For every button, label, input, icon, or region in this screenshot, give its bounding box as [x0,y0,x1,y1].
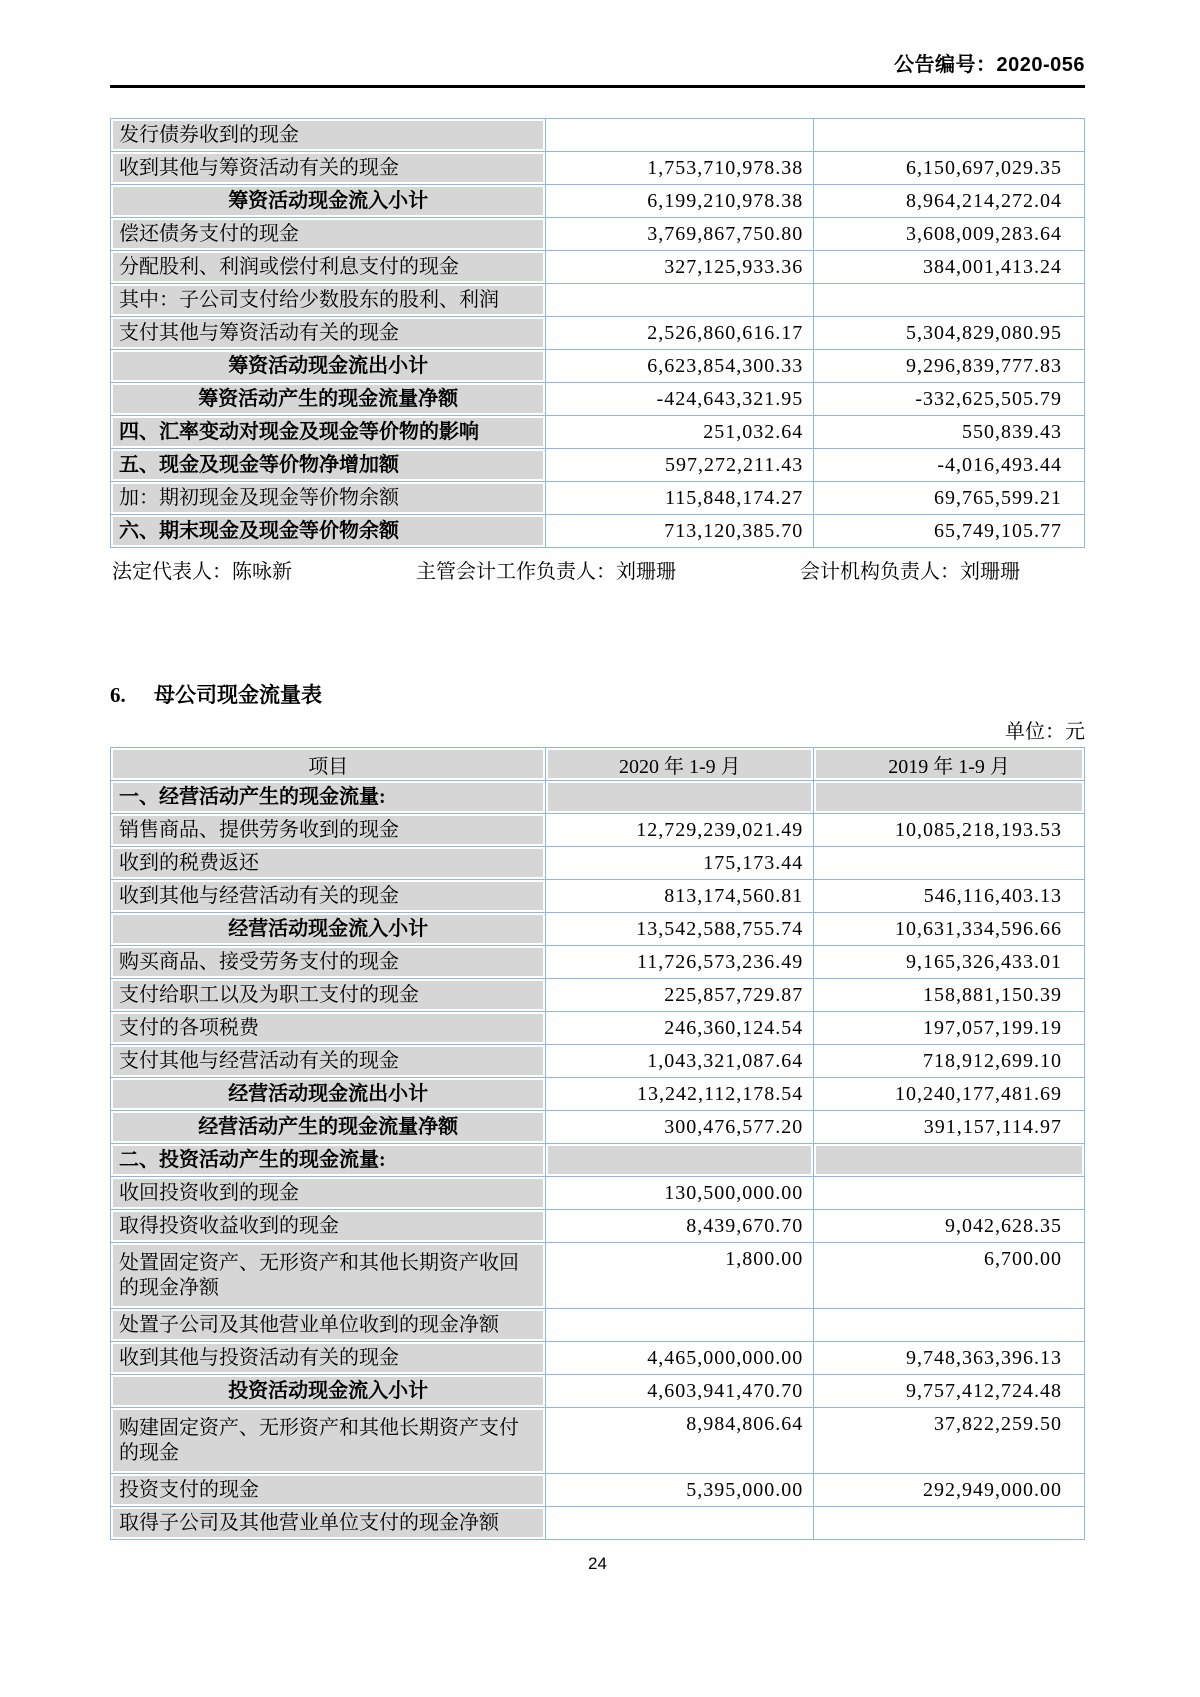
value-2019-cell: 8,964,214,272.04 [814,185,1085,218]
value-2019-cell: 69,765,599.21 [814,482,1085,515]
value-2020-cell: 713,120,385.70 [546,515,814,548]
value-2019-cell: -4,016,493.44 [814,449,1085,482]
table-header-row [111,748,1085,781]
value-2019-cell: 546,116,403.13 [814,880,1085,913]
value-2020-cell: 115,848,174.27 [546,482,814,515]
row-label-cell: 收到的税费返还 [111,847,546,880]
value-2019-cell: 9,296,839,777.83 [814,350,1085,383]
value-2019-cell: -332,625,505.79 [814,383,1085,416]
value-2020-cell [546,1309,814,1342]
value-2020-cell: 13,242,112,178.54 [546,1078,814,1111]
row-label-cell: 分配股利、利润或偿付利息支付的现金 [111,251,546,284]
table-row [111,185,1085,218]
value-2020-cell: 6,199,210,978.38 [546,185,814,218]
value-2019-cell [814,1309,1085,1342]
table-row [111,1243,1085,1309]
value-2019-cell: 384,001,413.24 [814,251,1085,284]
table-row [111,1309,1085,1342]
table-row [111,1177,1085,1210]
row-label-cell: 投资活动现金流入小计 [111,1375,546,1408]
table-row [111,350,1085,383]
value-2020-cell [546,781,814,814]
consolidated-cash-flow-table-continued [110,118,1085,548]
row-label-cell: 支付其他与经营活动有关的现金 [111,1045,546,1078]
value-2019-cell: 550,839.43 [814,416,1085,449]
value-2020-cell: 4,465,000,000.00 [546,1342,814,1375]
value-2020-cell: 2,526,860,616.17 [546,317,814,350]
table-row [111,1210,1085,1243]
table-row [111,847,1085,880]
table-row [111,119,1085,152]
row-label-cell: 取得投资收益收到的现金 [111,1210,546,1243]
value-2020-cell: 300,476,577.20 [546,1111,814,1144]
table-row [111,1507,1085,1540]
value-2019-cell: 65,749,105.77 [814,515,1085,548]
value-2020-cell: 4,603,941,470.70 [546,1375,814,1408]
row-label-cell: 四、汇率变动对现金及现金等价物的影响 [111,416,546,449]
value-2020-cell [546,119,814,152]
row-label-cell: 经营活动现金流出小计 [111,1078,546,1111]
section-title: 母公司现金流量表 [154,683,322,707]
value-2019-cell [814,1507,1085,1540]
row-label-cell: 收到其他与投资活动有关的现金 [111,1342,546,1375]
value-2020-cell: 11,726,573,236.49 [546,946,814,979]
row-label-cell: 收到其他与经营活动有关的现金 [111,880,546,913]
value-2019-cell: 292,949,000.00 [814,1474,1085,1507]
value-2020-cell: 8,984,806.64 [546,1408,814,1474]
row-label-cell: 筹资活动产生的现金流量净额 [111,383,546,416]
row-label-cell: 购买商品、接受劳务支付的现金 [111,946,546,979]
row-label-cell: 支付给职工以及为职工支付的现金 [111,979,546,1012]
table-row [111,946,1085,979]
value-2019-cell: 158,881,150.39 [814,979,1085,1012]
row-label-cell: 筹资活动现金流出小计 [111,350,546,383]
value-2019-cell [814,847,1085,880]
table-row [111,814,1085,847]
table-row [111,781,1085,814]
value-2019-cell: 5,304,829,080.95 [814,317,1085,350]
value-2020-cell: 13,542,588,755.74 [546,913,814,946]
row-label-cell: 经营活动产生的现金流量净额 [111,1111,546,1144]
table-row [111,979,1085,1012]
value-2019-cell: 10,631,334,596.66 [814,913,1085,946]
value-2020-cell: 12,729,239,021.49 [546,814,814,847]
row-label-cell: 偿还债务支付的现金 [111,218,546,251]
row-label-cell: 投资支付的现金 [111,1474,546,1507]
table-row [111,1408,1085,1474]
table-row [111,1045,1085,1078]
content-area [110,0,1085,1574]
value-2020-cell [546,1144,814,1177]
row-label-cell: 购建固定资产、无形资产和其他长期资产支付的现金 [111,1408,546,1474]
row-label-cell: 一、经营活动产生的现金流量: [111,781,546,814]
value-2020-cell: 246,360,124.54 [546,1012,814,1045]
value-2019-cell: 9,165,326,433.01 [814,946,1085,979]
row-label-cell: 加：期初现金及现金等价物余额 [111,482,546,515]
table-row [111,1342,1085,1375]
value-2019-cell [814,284,1085,317]
value-2020-cell: 251,032.64 [546,416,814,449]
parent-company-cash-flow-table [110,747,1085,1540]
table-row [111,284,1085,317]
announcement-number: 公告编号：2020-056 [893,54,1085,76]
row-label-cell: 取得子公司及其他营业单位支付的现金净额 [111,1507,546,1540]
legal-representative: 法定代表人：陈咏新 [112,561,292,583]
table-row [111,251,1085,284]
table-row [111,1474,1085,1507]
signature-line [110,558,1085,586]
value-2020-cell: 327,125,933.36 [546,251,814,284]
table-row [111,1012,1085,1045]
accounting-department-head: 会计机构负责人：刘珊珊 [800,561,1020,583]
value-2020-cell: 1,043,321,087.64 [546,1045,814,1078]
page-number: 24 [588,1554,607,1573]
value-2019-cell: 3,608,009,283.64 [814,218,1085,251]
row-label-cell: 支付其他与筹资活动有关的现金 [111,317,546,350]
row-label-cell: 处置子公司及其他营业单位收到的现金净额 [111,1309,546,1342]
row-label-cell: 二、投资活动产生的现金流量: [111,1144,546,1177]
row-label-cell: 其中：子公司支付给少数股东的股利、利润 [111,284,546,317]
value-2019-cell: 391,157,114.97 [814,1111,1085,1144]
value-2019-cell: 718,912,699.10 [814,1045,1085,1078]
row-label-cell: 收到其他与筹资活动有关的现金 [111,152,546,185]
table-row [111,482,1085,515]
column-header-item: 项目 [111,748,546,781]
row-label-cell: 筹资活动现金流入小计 [111,185,546,218]
value-2019-cell: 10,085,218,193.53 [814,814,1085,847]
value-2019-cell: 9,042,628.35 [814,1210,1085,1243]
value-2020-cell: 3,769,867,750.80 [546,218,814,251]
table-row [111,515,1085,548]
value-2020-cell [546,284,814,317]
table-row [111,317,1085,350]
value-2020-cell: 1,753,710,978.38 [546,152,814,185]
value-2019-cell: 197,057,199.19 [814,1012,1085,1045]
value-2020-cell: 813,174,560.81 [546,880,814,913]
table-row [111,416,1085,449]
section-number: 6. [110,683,126,707]
value-2019-cell: 9,757,412,724.48 [814,1375,1085,1408]
row-label-cell: 支付的各项税费 [111,1012,546,1045]
table-row [111,880,1085,913]
section-heading [110,682,1085,709]
value-2019-cell [814,119,1085,152]
row-label-cell: 发行债券收到的现金 [111,119,546,152]
value-2019-cell: 9,748,363,396.13 [814,1342,1085,1375]
row-label-cell: 六、期末现金及现金等价物余额 [111,515,546,548]
value-2020-cell: 5,395,000.00 [546,1474,814,1507]
header-rule [110,85,1085,88]
table-row [111,383,1085,416]
column-header-2019: 2019 年 1-9 月 [814,748,1085,781]
row-label-cell: 收回投资收到的现金 [111,1177,546,1210]
table-row [111,218,1085,251]
table-row [111,1078,1085,1111]
row-label-cell: 处置固定资产、无形资产和其他长期资产收回的现金净额 [111,1243,546,1309]
value-2019-cell [814,781,1085,814]
value-2019-cell [814,1177,1085,1210]
value-2019-cell: 6,700.00 [814,1243,1085,1309]
value-2020-cell [546,1507,814,1540]
value-2020-cell: 6,623,854,300.33 [546,350,814,383]
value-2019-cell: 6,150,697,029.35 [814,152,1085,185]
value-2019-cell: 37,822,259.50 [814,1408,1085,1474]
table-row [111,152,1085,185]
column-header-2020: 2020 年 1-9 月 [546,748,814,781]
table-row [111,913,1085,946]
value-2020-cell: 175,173.44 [546,847,814,880]
unit-label: 单位：元 [1005,721,1085,743]
table-row [111,1111,1085,1144]
table-row [111,1144,1085,1177]
value-2020-cell: 8,439,670.70 [546,1210,814,1243]
row-label-cell: 五、现金及现金等价物净增加额 [111,449,546,482]
table-row [111,1375,1085,1408]
table-row [111,449,1085,482]
value-2020-cell: 1,800.00 [546,1243,814,1309]
chief-accounting-officer: 主管会计工作负责人：刘珊珊 [416,561,676,583]
value-2020-cell: 597,272,211.43 [546,449,814,482]
value-2019-cell: 10,240,177,481.69 [814,1078,1085,1111]
value-2020-cell: 225,857,729.87 [546,979,814,1012]
value-2020-cell: 130,500,000.00 [546,1177,814,1210]
row-label-cell: 销售商品、提供劳务收到的现金 [111,814,546,847]
value-2020-cell: -424,643,321.95 [546,383,814,416]
value-2019-cell [814,1144,1085,1177]
row-label-cell: 经营活动现金流入小计 [111,913,546,946]
